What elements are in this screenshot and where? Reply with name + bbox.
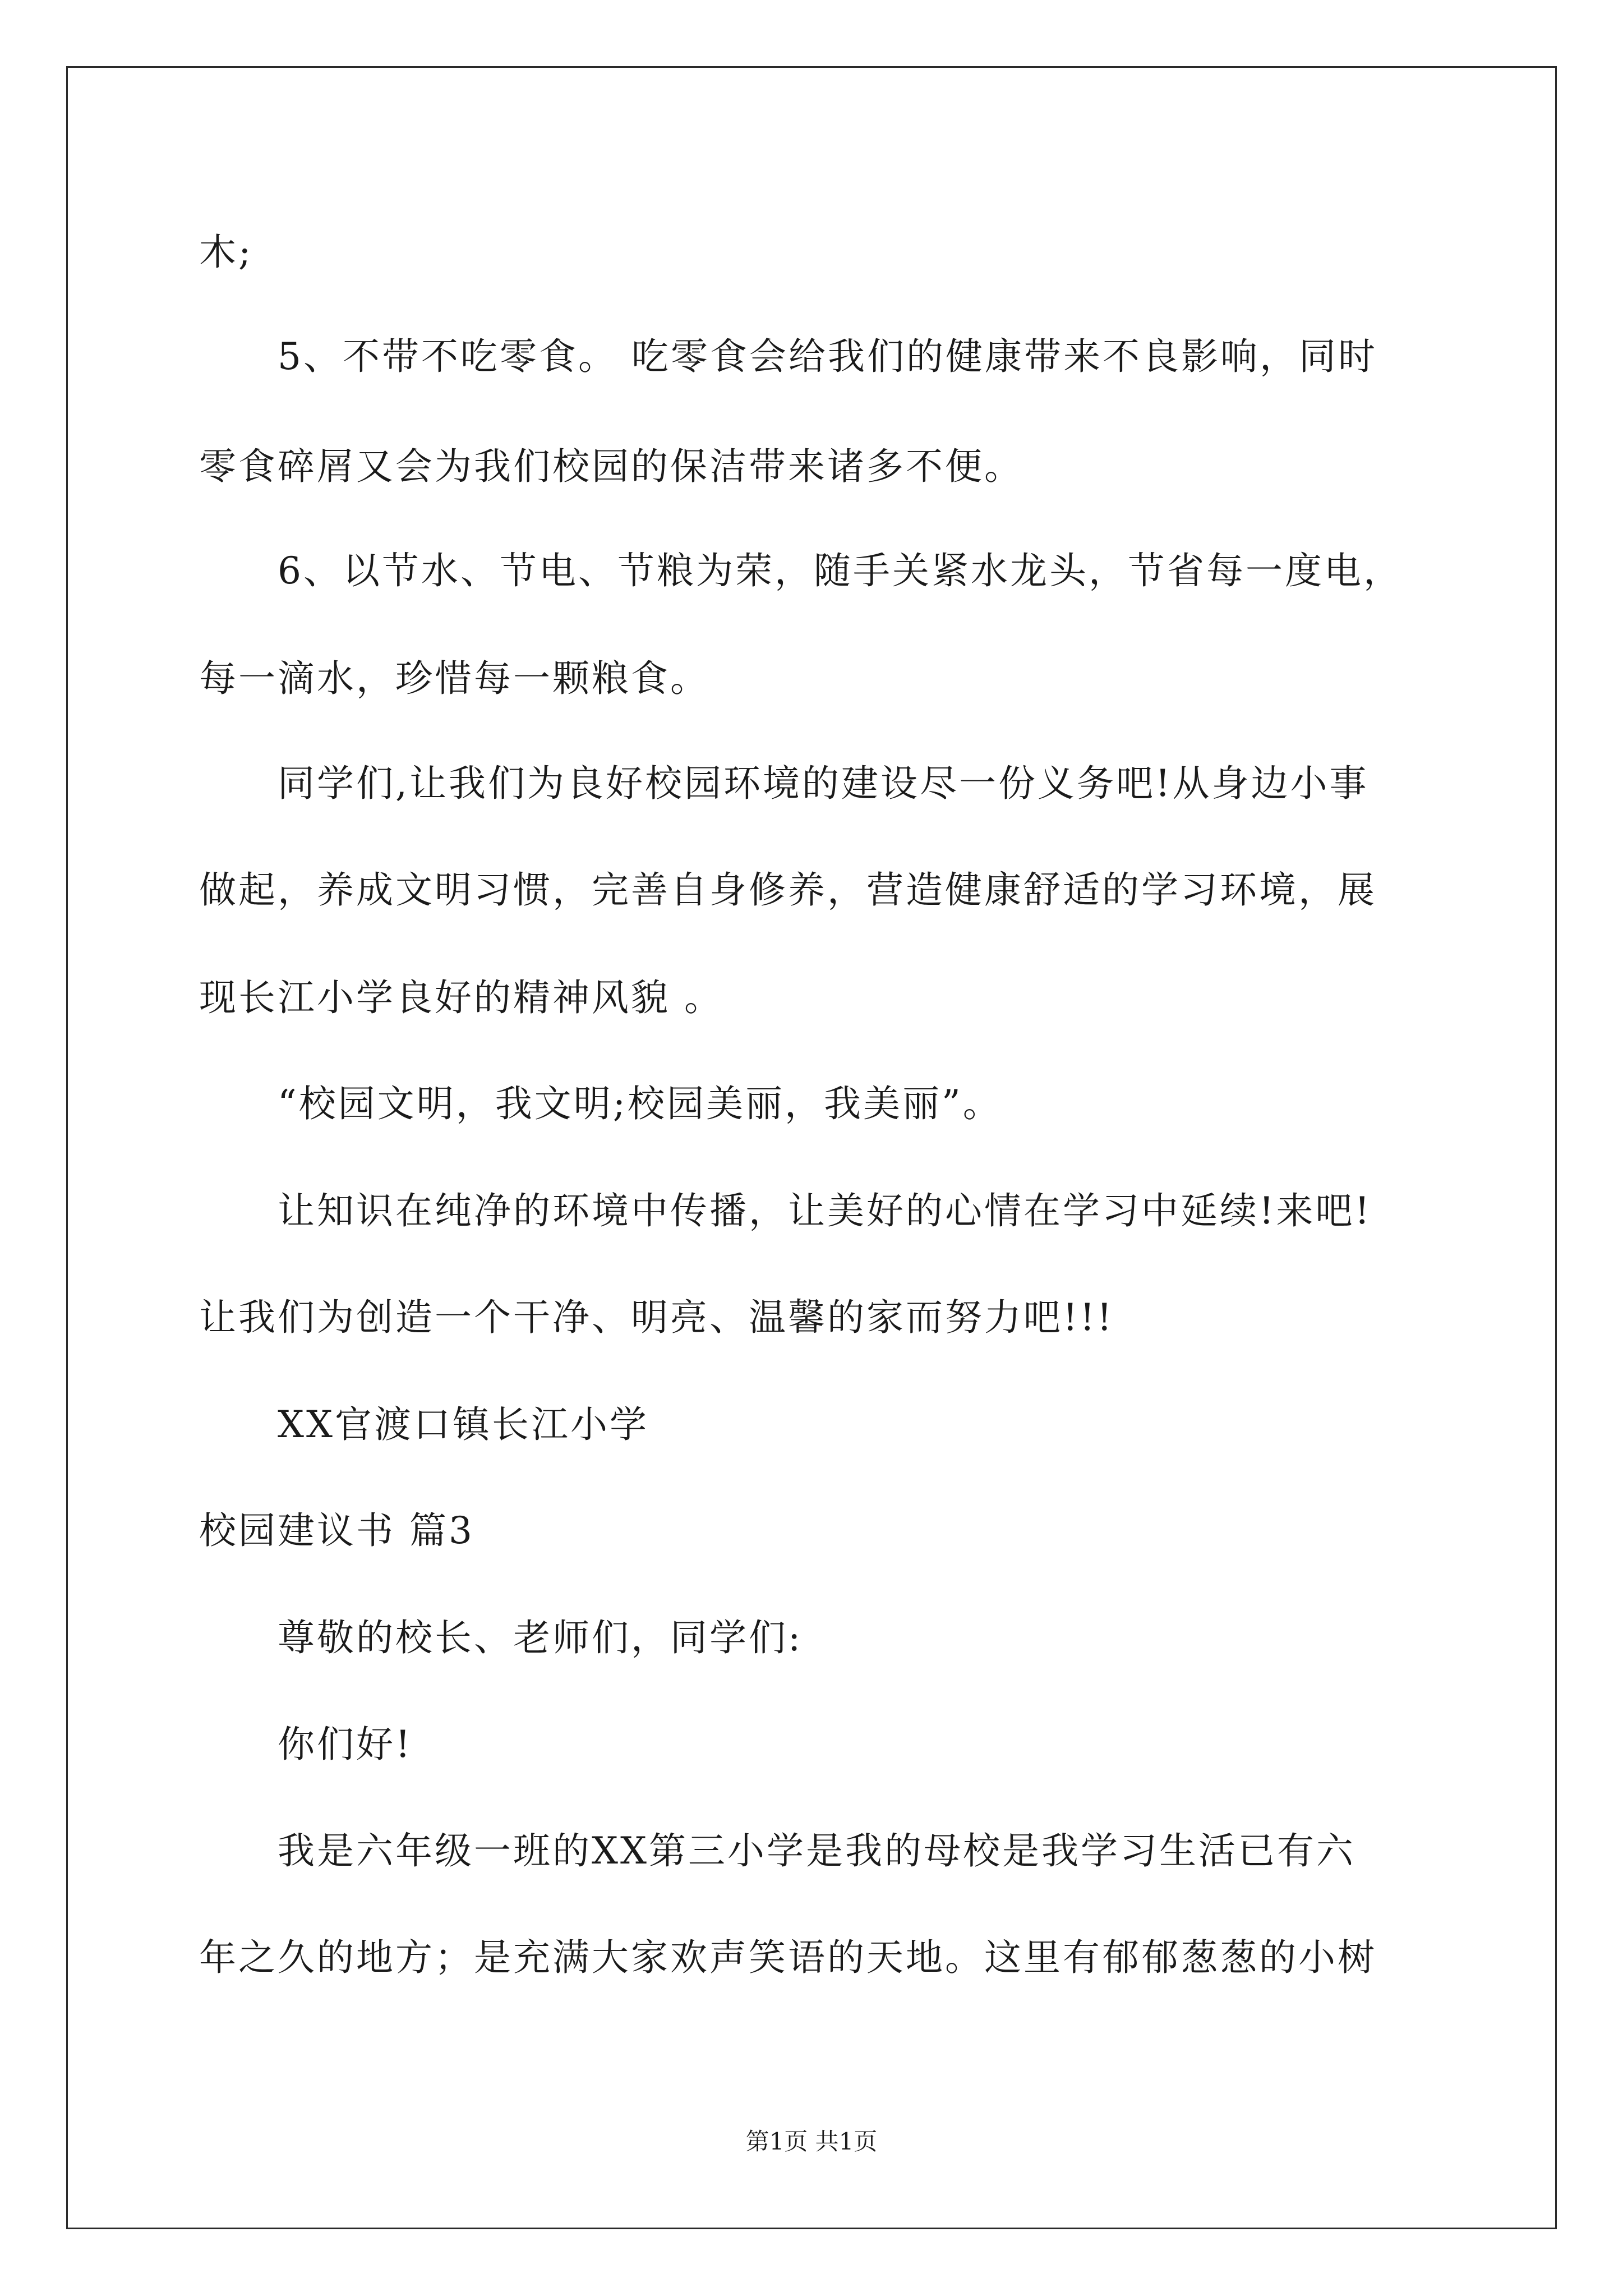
text-line: 让我们为创造一个干净、明亮、温馨的家而努力吧!!! [199,1296,1114,1339]
text-line: 零食碎屑又会为我们校园的保洁带来诸多不便。 [199,445,1023,488]
text-line: 5、不带不吃零食。 吃零食会给我们的健康带来不良影响，同时 [278,335,1377,378]
page-footer: 第1页 共1页 [745,2128,878,2155]
text-line: 我是六年级一班的XX第三小学是我的母校是我学习生活已有六 [278,1829,1355,1872]
text-line: 木; [199,231,253,274]
text-line: 你们好! [278,1723,413,1766]
section-heading: 校园建议书 篇3 [199,1509,474,1552]
text-line: 让知识在纯净的环境中传播，让美好的心情在学习中延续!来吧! [278,1189,1372,1232]
text-line: 做起，养成文明习惯，完善自身修养，营造健康舒适的学习环境，展 [199,868,1377,912]
text-line: 现长江小学良好的精神风貌 。 [199,976,723,1019]
text-line: 同学们,让我们为良好校园环境的建设尽一份义务吧!从身边小事 [278,762,1369,805]
text-line: 年之久的地方；是充满大家欢声笑语的天地。这里有郁郁葱葱的小树 [199,1936,1377,1979]
text-line: 6、以节水、节电、节粮为荣，随手关紧水龙头，节省每一度电， [278,549,1403,592]
text-line: XX官渡口镇长江小学 [278,1403,649,1446]
text-line: 每一滴水，珍惜每一颗粮食。 [199,657,709,700]
text-line: “校园文明，我文明;校园美丽，我美丽”。 [278,1082,1002,1125]
text-line: 尊敬的校长、老师们，同学们: [278,1616,803,1659]
page-border [66,66,1557,2229]
